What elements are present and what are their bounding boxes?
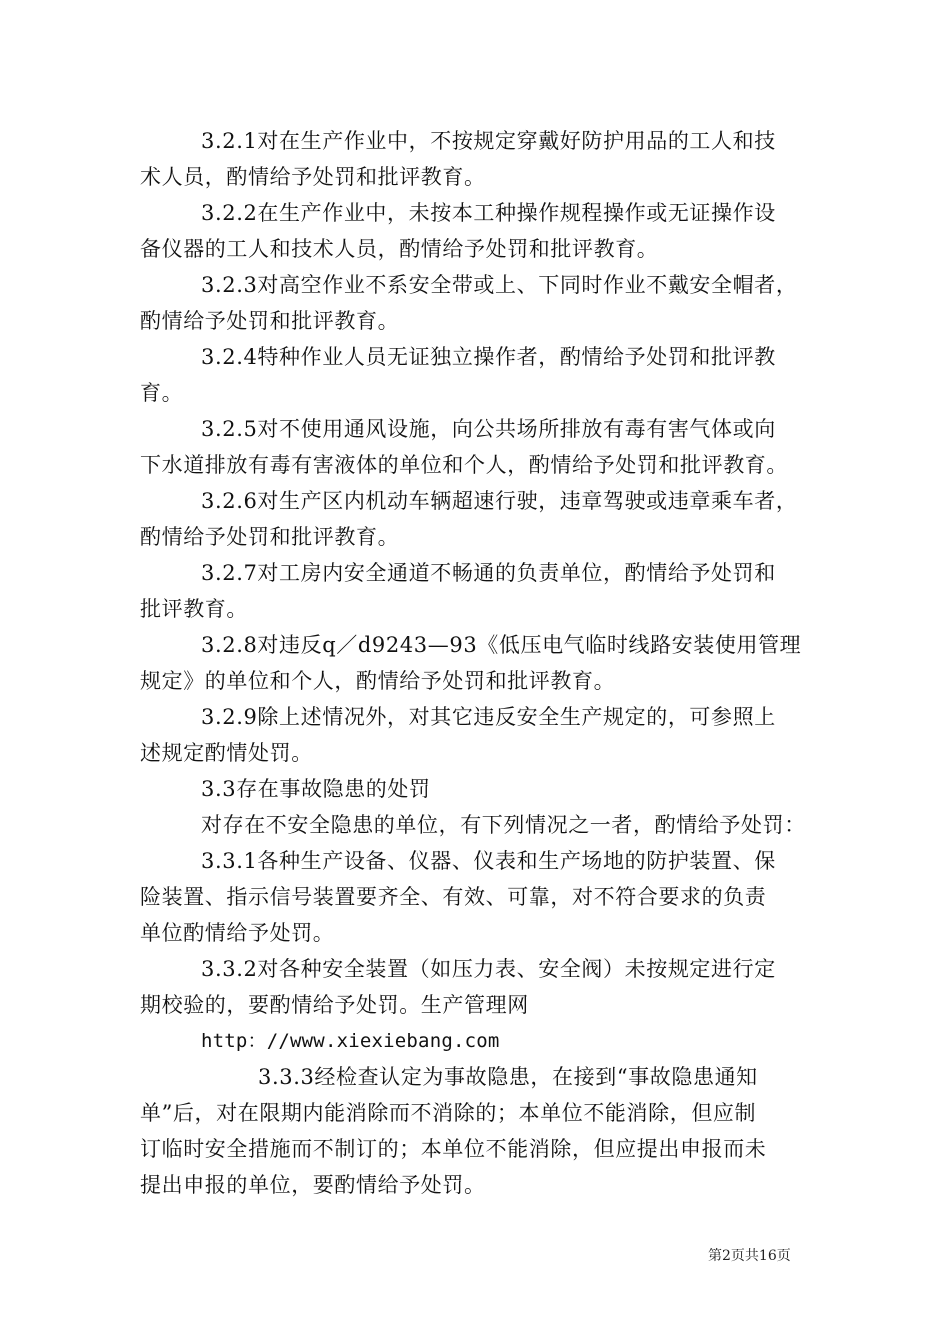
text-line: 述规定酌情处罚。	[140, 741, 313, 765]
text-line: 险装置、指示信号装置要齐全、有效、可靠，对不符合要求的负责	[140, 885, 767, 909]
text-line: 3.2.4特种作业人员无证独立操作者，酌情给予处罚和批评教	[201, 345, 776, 369]
text-line: 订临时安全措施而不制订的；本单位不能消除，但应提出申报而未	[140, 1137, 767, 1161]
text-line: 3.2.3对高空作业不系安全带或上、下同时作业不戴安全帽者，	[201, 273, 798, 297]
text-line: 单”后，对在限期内能消除而不消除的；本单位不能消除，但应制	[140, 1101, 757, 1125]
text-line: 3.2.7对工房内安全通道不畅通的负责单位，酌情给予处罚和	[201, 561, 776, 585]
text-line: 批评教育。	[140, 597, 248, 621]
text-line: 酌情给予处罚和批评教育。	[140, 525, 400, 549]
text-line: 3.3.2对各种安全装置（如压力表、安全阀）未按规定进行定	[201, 957, 776, 981]
url-text: http：//www.xiexiebang.com	[201, 1030, 500, 1052]
text-line: 3.2.8对违反q／d9243—93《低压电气临时线路安装使用管理	[201, 633, 802, 657]
section-heading: 3.3存在事故隐患的处罚	[201, 777, 431, 801]
text-line: 育。	[140, 381, 184, 405]
text-line: 规定》的单位和个人，酌情给予处罚和批评教育。	[140, 669, 616, 693]
page-number: 第2页共16页	[708, 1248, 791, 1264]
text-line: 单位酌情给予处罚。	[140, 921, 335, 945]
text-line: 3.3.1各种生产设备、仪器、仪表和生产场地的防护装置、保	[201, 849, 776, 873]
text-line: 酌情给予处罚和批评教育。	[140, 309, 400, 333]
text-line: 期校验的，要酌情给予处罚。生产管理网	[140, 993, 529, 1017]
text-line: 3.2.6对生产区内机动车辆超速行驶，违章驾驶或违章乘车者，	[201, 489, 798, 513]
text-line: 3.2.2在生产作业中，未按本工种操作规程操作或无证操作设	[201, 201, 776, 225]
text-line: 术人员，酌情给予处罚和批评教育。	[140, 165, 486, 189]
text-line: 对存在不安全隐患的单位，有下列情况之一者，酌情给予处罚：	[201, 813, 806, 837]
text-line: 3.3.3经检查认定为事故隐患，在接到“事故隐患通知	[258, 1065, 758, 1089]
text-line: 3.2.5对不使用通风设施，向公共场所排放有毒有害气体或向	[201, 417, 776, 441]
text-line: 提出申报的单位，要酌情给予处罚。	[140, 1173, 486, 1197]
text-line: 下水道排放有毒有害液体的单位和个人，酌情给予处罚和批评教育。	[140, 453, 788, 477]
text-line: 3.2.1对在生产作业中，不按规定穿戴好防护用品的工人和技	[201, 129, 776, 153]
text-line: 3.2.9除上述情况外，对其它违反安全生产规定的，可参照上	[201, 705, 776, 729]
text-line: 备仪器的工人和技术人员，酌情给予处罚和批评教育。	[140, 237, 659, 261]
